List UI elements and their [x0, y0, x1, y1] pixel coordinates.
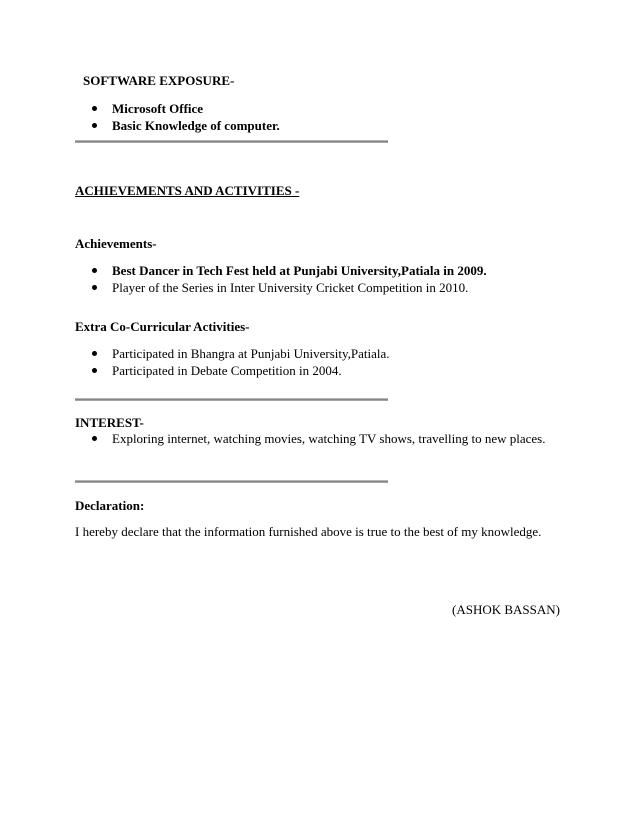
achievements-list [92, 262, 487, 296]
bullet-icon [92, 123, 97, 128]
extra-curricular-list [92, 345, 390, 379]
software-list [92, 100, 280, 134]
section-divider [75, 140, 388, 143]
software-heading: SOFTWARE EXPOSURE- [83, 73, 235, 88]
list-item: Exploring internet, watching movies, watching TV shows, travelling to new places. [92, 430, 546, 447]
section-divider [75, 480, 388, 483]
bullet-icon [92, 268, 97, 273]
declaration-text: I hereby declare that the information furnished above is true to the best of my knowledge. [75, 524, 542, 539]
declaration-heading: Declaration: [75, 498, 145, 513]
bullet-icon [92, 351, 97, 356]
interest-heading: INTEREST- [75, 415, 144, 430]
list-item: Basic Knowledge of computer. [92, 117, 280, 134]
bullet-icon [92, 436, 97, 441]
extra-curricular-heading: Extra Co-Curricular Activities- [75, 319, 250, 334]
bullet-icon [92, 106, 97, 111]
signature-name: (ASHOK BASSAN) [452, 602, 560, 617]
list-item: Microsoft Office [92, 100, 280, 117]
bullet-icon [92, 285, 97, 290]
section-divider [75, 398, 388, 401]
achievements-section-heading: ACHIEVEMENTS AND ACTIVITIES - [75, 183, 300, 198]
list-item: Participated in Bhangra at Punjabi University,Patiala. [92, 345, 390, 362]
list-item: Participated in Debate Competition in 2004. [92, 362, 390, 379]
list-item: Best Dancer in Tech Fest held at Punjabi University,Patiala in 2009. [92, 262, 487, 279]
achievements-subheading: Achievements- [75, 236, 157, 251]
bullet-icon [92, 368, 97, 373]
list-item: Player of the Series in Inter University Cricket Competition in 2010. [92, 279, 487, 296]
interest-list [92, 430, 546, 447]
